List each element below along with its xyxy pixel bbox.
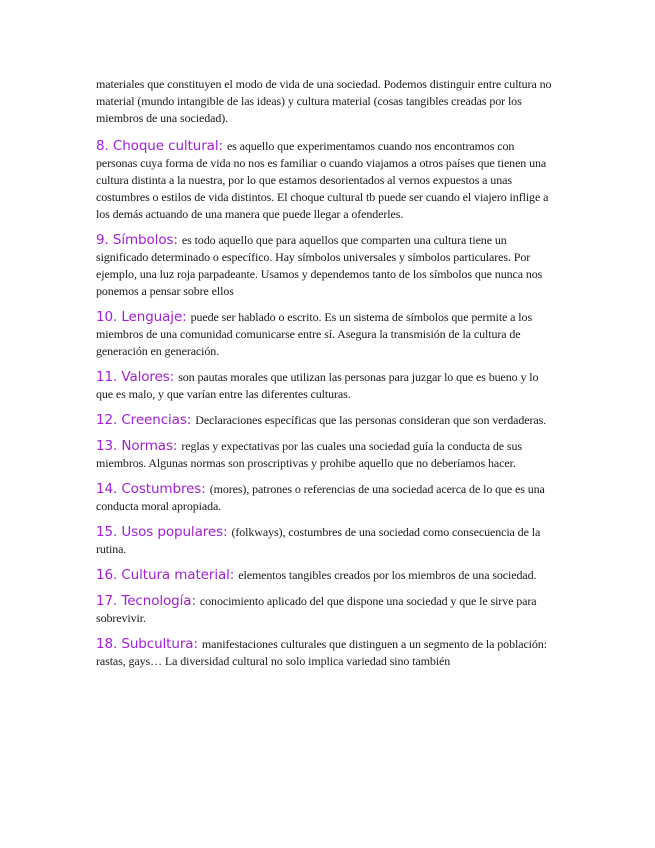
definition-simbolos xyxy=(96,232,558,300)
definition-tecnologia xyxy=(96,593,558,627)
term-heading: 9. Símbolos: xyxy=(96,232,178,248)
definition-normas xyxy=(96,438,558,472)
term-heading: 11. Valores: xyxy=(96,369,175,385)
definition-costumbres xyxy=(96,481,558,515)
term-heading: 18. Subcultura: xyxy=(96,636,198,652)
definition-valores xyxy=(96,369,558,403)
term-heading: 14. Costumbres: xyxy=(96,481,206,497)
term-heading: 17. Tecnología: xyxy=(96,593,196,609)
term-definition: conocimiento aplicado del que dispone una sociedad y que le sirve para sobrevivir. xyxy=(96,594,537,625)
term-heading: 8. Choque cultural: xyxy=(96,138,223,154)
term-definition: reglas y expectativas por las cuales una sociedad guía la conducta de sus miembros. Algunas normas son proscriptivas y prohibe aquello que no deberíamos hacer. xyxy=(96,439,522,470)
definition-usos-populares xyxy=(96,524,558,558)
term-definition: (mores), patrones o referencias de una sociedad acerca de lo que es una conducta moral apropiada. xyxy=(96,482,545,513)
intro-paragraph: materiales que constituyen el modo de vida de una sociedad. Podemos distinguir entre cultura no material (mundo intangible de las ideas) y cultura material (cosas tangibles creadas por los miembros de una sociedad). xyxy=(96,77,552,125)
document-page xyxy=(96,76,558,679)
term-definition: elementos tangibles creados por los miembros de una sociedad. xyxy=(238,568,537,582)
term-definition: es aquello que experimentamos cuando nos encontramos con personas cuya forma de vida no nos es familiar o cuando viajamos a otros países que tienen una cultura distinta a la nuestra, por lo que estamos desorientados al vernos expuestos a unas costumbres o estilos de vida distintos. El choque cultural tb puede ser cuando el viajero inflige a los demás actuando de una manera que puede llegar a ofenderles. xyxy=(96,139,549,221)
definition-lenguaje xyxy=(96,309,558,360)
definition-creencias xyxy=(96,412,558,429)
term-heading: 13. Normas: xyxy=(96,438,178,454)
term-heading: 16. Cultura material: xyxy=(96,567,235,583)
definition-subcultura xyxy=(96,636,558,670)
term-definition: Declaraciones específicas que las personas consideran que son verdaderas. xyxy=(195,413,547,427)
term-definition: puede ser hablado o escrito. Es un sistema de símbolos que permite a los miembros de una comunidad comunicarse entre sí. Asegura la transmisión de la cultura de generación en generación. xyxy=(96,310,533,358)
term-definition: es todo aquello que para aquellos que comparten una cultura tiene un significado determinado o específico. Hay símbolos universales y símbolos particulares. Por ejemplo, una luz roja parpadeante. Usamos y dependemos tanto de los símbolos que nunca nos ponemos a pensar sobre ellos xyxy=(96,233,543,298)
definition-cultura-material xyxy=(96,567,558,584)
term-heading: 10. Lenguaje: xyxy=(96,309,187,325)
definition-choque-cultural xyxy=(96,138,558,223)
term-definition: (folkways), costumbres de una sociedad como consecuencia de la rutina. xyxy=(96,525,541,556)
term-heading: 12. Creencias: xyxy=(96,412,192,428)
term-definition: manifestaciones culturales que distinguen a un segmento de la población: rastas, gays… La diversidad cultural no solo implica variedad sino también xyxy=(96,637,547,668)
term-heading: 15. Usos populares: xyxy=(96,524,228,540)
term-definition: son pautas morales que utilizan las personas para juzgar lo que es bueno y lo que es malo, y que varían entre las diferentes culturas. xyxy=(96,370,539,401)
